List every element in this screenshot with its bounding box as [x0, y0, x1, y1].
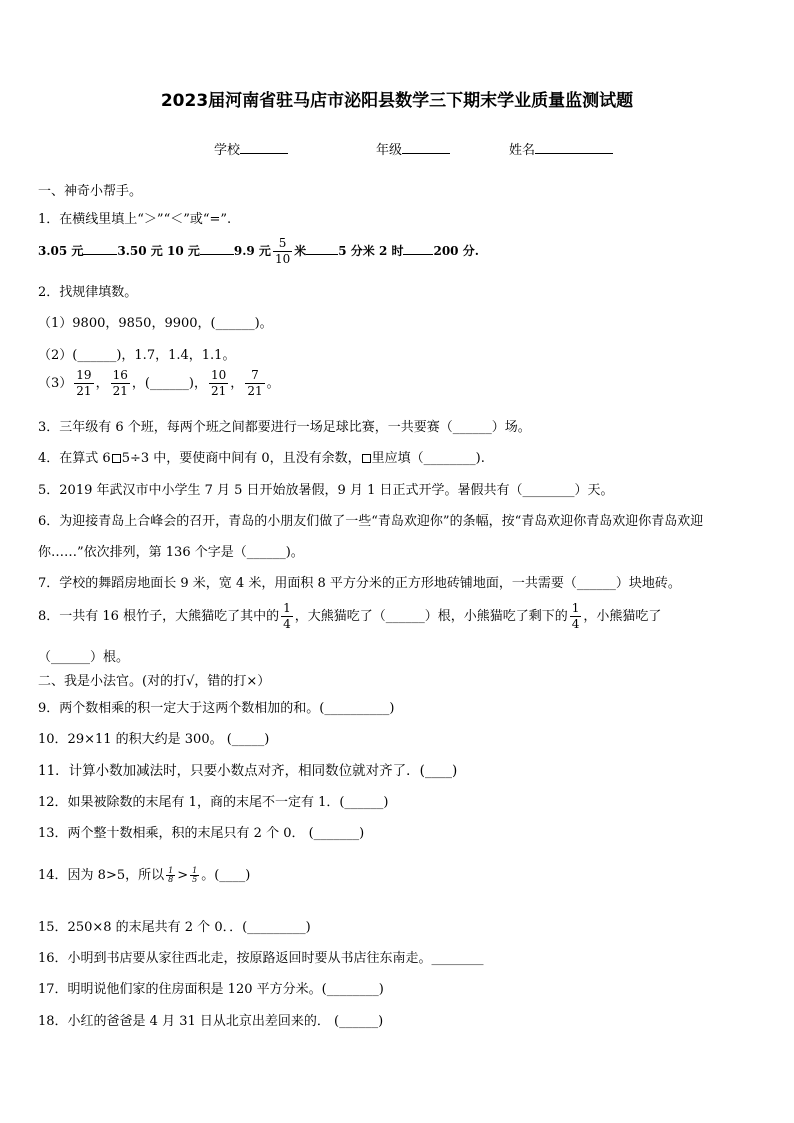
grade-field	[376, 139, 450, 158]
question-1-stem: 1．在横线里填上“＞”“＜”或“=”.	[38, 212, 232, 227]
blank-square-icon	[362, 454, 371, 463]
question-7: 7．学校的舞蹈房地面长 9 米，宽 4 米，用面积 8 平方分米的正方形地砖铺地面，一共需要（______）块地砖。	[38, 576, 681, 591]
q1-item-e: 5 分米 2 时	[338, 244, 404, 258]
q1-item-f: 200 分.	[433, 244, 479, 258]
question-2-sub-2: （2）(______)，1.7，1.4，1.1。	[38, 348, 236, 363]
question-8-line-2: （______）根。	[38, 650, 130, 665]
q1-item-a: 3.05 元	[38, 244, 84, 258]
q1-blank-3	[306, 242, 338, 255]
question-1-comparisons	[38, 236, 479, 267]
q2-fraction-4: $\frac{7}{21}$	[247, 368, 263, 398]
question-12: 12．如果被除数的末尾有 1，商的末尾不一定有 1．(______)	[38, 795, 389, 810]
question-17: 17．明明说他们家的住房面积是 120 平方分米。(________)	[38, 982, 384, 997]
q1-blank-1	[83, 242, 117, 255]
question-2-sub-1: （1）9800，9850，9900，(______)。	[38, 316, 273, 331]
q8-part-b: ，大熊猫吃了（______）根，小熊猫吃了剩下的	[294, 609, 568, 624]
q1-fraction: $\frac{5}{10}$	[274, 236, 291, 266]
question-13: 13．两个整十数相乘，积的末尾只有 2 个 0． (_______)	[38, 826, 365, 841]
q1-item-c: 9.9 元	[233, 244, 271, 258]
question-3: 3．三年级有 6 个班，每两个班之间都要进行一场足球比赛，一共要赛（______）场。	[38, 420, 531, 435]
q4-middle: 5÷3 中，要使商中间有 0，且没有余数，	[121, 451, 361, 466]
q8-fraction-1: $\frac{1}{4}$	[283, 601, 291, 631]
question-14	[38, 864, 250, 884]
school-field	[214, 139, 288, 158]
question-8-line-1	[38, 601, 661, 632]
q2-s3-end: 。	[266, 376, 280, 391]
question-10: 10．29×11 的积大约是 300。 (_____)	[38, 732, 270, 747]
q14-part-a: 14．因为 8>5，所以	[38, 868, 165, 883]
grade-blank	[402, 141, 450, 154]
blank-square-icon	[112, 454, 121, 463]
q1-item-d: 米	[294, 244, 307, 258]
question-2-stem: 2．找规律填数。	[38, 285, 138, 300]
q2-fraction-1: $\frac{19}{21}$	[76, 368, 92, 398]
question-16: 16．小明到书店要从家往西北走，按原路返回时要从书店往东南走。________	[38, 951, 484, 966]
q2-fraction-2: $\frac{16}{21}$	[112, 368, 128, 398]
q4-suffix: 里应填（________).	[371, 451, 485, 466]
school-label: 学校	[214, 143, 241, 158]
question-2-sub-3: （3） $\frac{19}{21}$ ， $\frac{16}{21}$ ，(______)， $\frac{10}{21}$ ， $\frac{7}{21}$ 。	[38, 368, 280, 398]
name-label: 姓名	[509, 143, 536, 158]
q1-blank-2	[200, 242, 234, 255]
question-6-line-2: 你……”依次排列，第 136 个字是（______)。	[38, 545, 304, 560]
name-field	[509, 139, 613, 158]
q4-prefix: 4．在算式 6	[38, 451, 111, 466]
q1-item-b: 3.50 元 10 元	[117, 244, 200, 258]
q8-part-c: ，小熊猫吃了	[583, 609, 662, 624]
question-18: 18．小红的爸爸是 4 月 31 日从北京出差回来的． (______)	[38, 1014, 384, 1029]
name-blank	[535, 141, 613, 154]
q14-fraction-2: $\frac{1}{5}$	[192, 866, 198, 884]
q8-fraction-2: $\frac{1}{4}$	[571, 601, 580, 631]
q2-fraction-3: $\frac{10}{21}$	[211, 368, 227, 398]
question-15: 15．250×8 的末尾共有 2 个 0．．(_________)	[38, 920, 311, 935]
q14-fraction-1: $\frac{1}{8}$	[168, 866, 174, 884]
question-5: 5．2019 年武汉市中小学生 7 月 5 日开始放暑假，9 月 1 日正式开学。暑假共有（________）天。	[38, 483, 614, 498]
question-9: 9．两个数相乘的积一定大于这两个数相加的和。(__________)	[38, 701, 395, 716]
q14-greater-than: >	[177, 868, 189, 883]
section-1-heading: 一、神奇小帮手。	[38, 184, 143, 199]
section-2-heading: 二、我是小法官。(对的打√，错的打×）	[38, 674, 271, 689]
q1-blank-4	[403, 242, 433, 255]
q8-part-a: 8．一共有 16 根竹子，大熊猫吃了其中的	[38, 609, 280, 624]
question-6-line-1: 6．为迎接青岛上合峰会的召开，青岛的小朋友们做了一些“青岛欢迎你”的条幅，按“青岛欢迎你青岛欢迎你青岛欢迎	[38, 514, 704, 529]
q14-part-b: 。(____)	[201, 868, 251, 883]
page-title: 2023届河南省驻马店市泌阳县数学三下期末学业质量监测试题	[160, 91, 634, 111]
question-11: 11．计算小数加减法时，只要小数点对齐，相同数位就对齐了．(____)	[38, 763, 458, 779]
q2-s3-prefix: （3）	[38, 376, 73, 391]
grade-label: 年级	[376, 143, 403, 158]
school-blank	[240, 141, 288, 154]
q2-s3-blank: ，(______)，	[131, 376, 208, 391]
question-4	[38, 447, 485, 466]
